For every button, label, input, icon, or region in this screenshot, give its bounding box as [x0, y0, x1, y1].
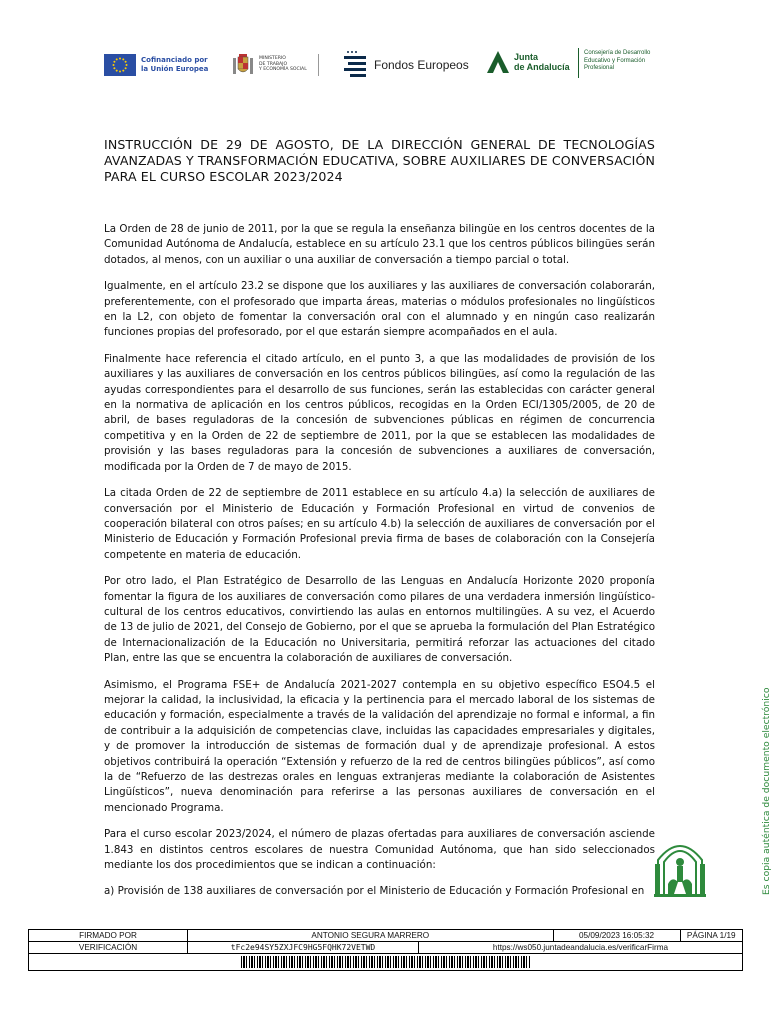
paragraph: Asimismo, el Programa FSE+ de Andalucía 2021-2027 contempla en su objetivo específico ESO4.5 el mejorar la calidad, la inclusividad, la eficacia y la pertinencia para el mercado laboral de los sistemas de educación y formación, especialmente a través de la validación del aprendizaje no formal e informal, a fin de contribuir a la adquisición de competencias clave, incluidas las capacidades empresariales y digitales, y de promover la introducción de sistemas de formación dual y de aprendizaje profesional. A estos objetivos contribuirá la operación “Extensión y refuerzo de la red de centros bilingües públicos”, así como la de “Refuerzo de las destrezas orales en lenguas extranjeras mediante la colaboración de Asistentes Lingüísticos”, nueva denominación para referirse a las personas auxiliares de conversación en el mencionado Programa.: [104, 678, 655, 814]
paragraph: La citada Orden de 22 de septiembre de 2011 establece en su artículo 4.a) la selección de auxiliares de conversación por el Ministerio de Educación y Formación Profesional en virtud de convenios de cooperación bilateral con otros países; en su artículo 4.b) la selección de auxiliares de conversación por el Ministerio de Educación y Formación Profesional previa firma de bases de colaboración con la Consejería competente en materia de educación.: [104, 487, 655, 561]
junta-andalucia-seal-icon: [652, 836, 708, 898]
paragraph: Finalmente hace referencia el citado artículo, en el punto 3, a que las modalidades de provisión de los auxiliares y las auxiliares de conversación en los centros públicos bilingües, así como la regulación de las ayudas correspondientes para el desarrollo de sus funciones, serán las establecidas con carácter general en la normativa de aplicación en los centros públicos, recogidas en la Orden ECI/1305/2005, de 20 de abril, de bases reguladoras de la concesión de subvenciones públicas en régimen de concurrencia competitiva y en la Orden de 22 de septiembre de 2011, por la que se establecen las modalidades de provisión y las bases reguladoras para la concesión de subvenciones a auxiliares de conversación, modificada por la Orden de 7 de mayo de 2015.: [104, 352, 655, 473]
signature-footer-table: [28, 929, 743, 971]
signer-name: ANTONIO SEGURA MARRERO: [188, 930, 554, 942]
ministerio-text: MINISTERIO DE TRABAJO Y ECONOMÍA SOCIAL: [259, 56, 307, 72]
paragraph: Igualmente, en el artículo 23.2 se dispone que los auxiliares y las auxiliares de conversación colaborarán, preferentemente, con el profesorado que imparta áreas, materias o módulos profesionales no lingüísticos en la L2, con objeto de fomentar la conversación oral con el alumnado y en ningún caso realizarán funciones propias del profesorado, por el que estarán siempre acompañados en el aula.: [104, 280, 655, 339]
fondos-europeos-label: Fondos Europeos: [374, 58, 469, 72]
paragraph: Para el curso escolar 2023/2024, el número de plazas ofertadas para auxiliares de conversación asciende 1.843 en distintos centros escolares de nuestra Comunidad Autónoma, que han sido seleccionados mediante los dos procedimientos que se indican a continuación:: [104, 828, 655, 872]
logo-divider: [578, 48, 579, 78]
spain-coat-of-arms-icon: [232, 51, 254, 79]
verificacion-label: VERIFICACIÓN: [29, 942, 188, 954]
eu-cofinanciado-text: Cofinanciado por la Unión Europea: [141, 56, 209, 73]
fondos-europeos-icon: [342, 50, 368, 78]
logo-divider: [318, 54, 319, 76]
ministerio-logo: [232, 51, 312, 81]
junta-andalucia-icon: [486, 50, 510, 74]
verification-url[interactable]: https://ws050.juntadeandalucia.es/verificarFirma: [419, 942, 743, 954]
document-body: [104, 222, 655, 900]
signature-date: 05/09/2023 16:05:32: [553, 930, 680, 942]
consejeria-label: Consejería de Desarrollo Educativo y Formación Profesional: [584, 50, 651, 71]
page-number: PÁGINA 1/19: [680, 930, 742, 942]
authentic-copy-side-text: Es copia auténtica de documento electrónico: [761, 687, 772, 895]
document-title: INSTRUCCIÓN DE 29 DE AGOSTO, DE LA DIRECCIÓN GENERAL DE TECNOLOGÍAS AVANZADAS Y TRANSFORMACIÓN EDUCATIVA, SOBRE AUXILIARES DE CONVERSACIÓN PARA EL CURSO ESCOLAR 2023/2024: [104, 137, 655, 184]
paragraph: a) Provisión de 138 auxiliares de conversación por el Ministerio de Educación y Formación Profesional en: [104, 885, 645, 898]
junta-andalucia-label: Junta de Andalucía: [514, 52, 570, 72]
verification-code: tFc2e94SY5ZXJFC9HG5FQHK72VETWD: [188, 942, 419, 954]
barcode-icon: [241, 956, 531, 968]
barcode-cell: [29, 954, 743, 971]
firmado-por-label: FIRMADO POR: [29, 930, 188, 942]
document-header: [104, 46, 664, 86]
paragraph: Por otro lado, el Plan Estratégico de Desarrollo de las Lenguas en Andalucía Horizonte 2020 proponía fomentar la figura de los auxiliares de conversación como pilares de una verdadera inmersión lingüístico-cultural de los centros educativos, convirtiendo las aulas en entornos multilingües. A su vez, el Acuerdo de 13 de julio de 2021, del Consejo de Gobierno, por el que se aprueba la formulación del Plan Estratégico de Internacionalización de la Educación no Universitaria, permitirá reforzar las actuaciones del citado Plan, entre las que se encuentra la colaboración de auxiliares de conversación.: [104, 575, 655, 665]
paragraph: La Orden de 28 de junio de 2011, por la que se regula la enseñanza bilingüe en los centros docentes de la Comunidad Autónoma de Andalucía, establece en su artículo 23.1 que los centros públicos bilingües serán dotados, al menos, con un auxiliar o una auxiliar de conversación a tiempo parcial o total.: [104, 223, 655, 266]
eu-flag-icon: [104, 54, 136, 76]
